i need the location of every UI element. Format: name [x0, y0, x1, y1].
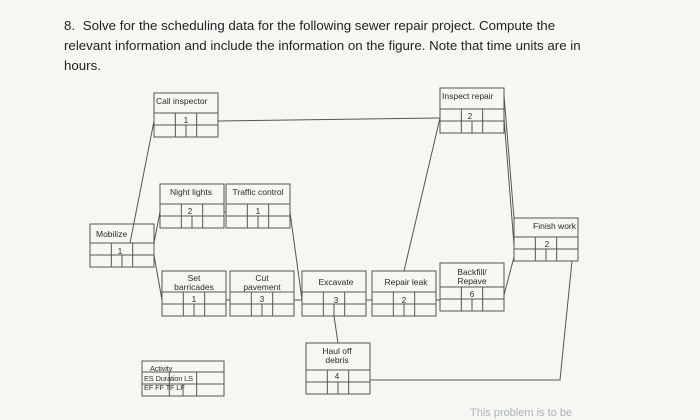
mobilize-label: Mobilize — [96, 229, 128, 239]
legend-row-2: EF FF TF LF — [144, 383, 185, 392]
precedence-edges — [130, 95, 572, 380]
edge-mobilize-set-barricades — [154, 255, 162, 300]
set-barricades-duration: 1 — [191, 295, 197, 304]
haul-off-debris-label-2: debris — [325, 355, 349, 365]
backfill-repave-label-2: Repave — [457, 276, 487, 286]
edge-call-inspector-inspect-repair — [218, 118, 440, 121]
call-inspector-label: Call inspector — [156, 96, 208, 106]
edge-repair-leak-inspect-repair — [404, 118, 440, 271]
edge-inspect-to-finish-top — [504, 95, 514, 218]
edge-mobilize-night-lights — [154, 212, 160, 243]
edge-backfill-finish — [504, 257, 514, 295]
call-inspector-duration: 1 — [183, 116, 189, 125]
set-barricades-label-1: Set — [187, 273, 201, 283]
mobilize-duration: 1 — [117, 247, 123, 256]
edge-excavate-haul-off — [334, 316, 338, 343]
cut-pavement-label-2: pavement — [243, 282, 281, 292]
question-number: 8. — [64, 18, 76, 33]
legend-row-1: ES Duration LS — [144, 374, 193, 383]
backfill-repave-label-1: Backfill/ — [457, 267, 487, 277]
excavate-duration: 3 — [333, 296, 339, 305]
set-barricades-label-2: barricades — [174, 282, 214, 292]
traffic-control-label: Traffic control — [232, 187, 284, 197]
finish-work-label: Finish work — [533, 221, 576, 231]
night-lights-label: Night lights — [169, 187, 213, 197]
finish-work-duration: 2 — [544, 240, 550, 249]
cut-pavement-label-1: Cut — [255, 273, 269, 283]
repair-leak-label: Repair leak — [384, 277, 428, 287]
inspect-repair-duration: 2 — [467, 112, 473, 121]
edge-inspect-repair-finish — [504, 118, 514, 245]
excavate-label: Excavate — [318, 277, 354, 287]
legend-title: Activity — [150, 364, 173, 373]
cut-pavement-duration: 3 — [259, 295, 265, 304]
question-body: Solve for the scheduling data for the following sewer repair project. Compute the relevant information and include the information on the figure. Note that time units are in hours. — [64, 18, 581, 73]
haul-off-debris-label-1: Haul off — [322, 346, 352, 356]
footer-text: This problem is to be — [470, 407, 573, 419]
haul-off-debris-duration: 4 — [334, 372, 340, 381]
backfill-repave-duration: 6 — [469, 290, 475, 299]
night-lights-duration: 2 — [187, 207, 193, 216]
inspect-repair-label: Inspect repair — [442, 91, 494, 101]
traffic-control-duration: 1 — [255, 207, 261, 216]
repair-leak-duration: 2 — [401, 296, 407, 305]
edge-mobilize-call-inspector — [130, 121, 154, 243]
